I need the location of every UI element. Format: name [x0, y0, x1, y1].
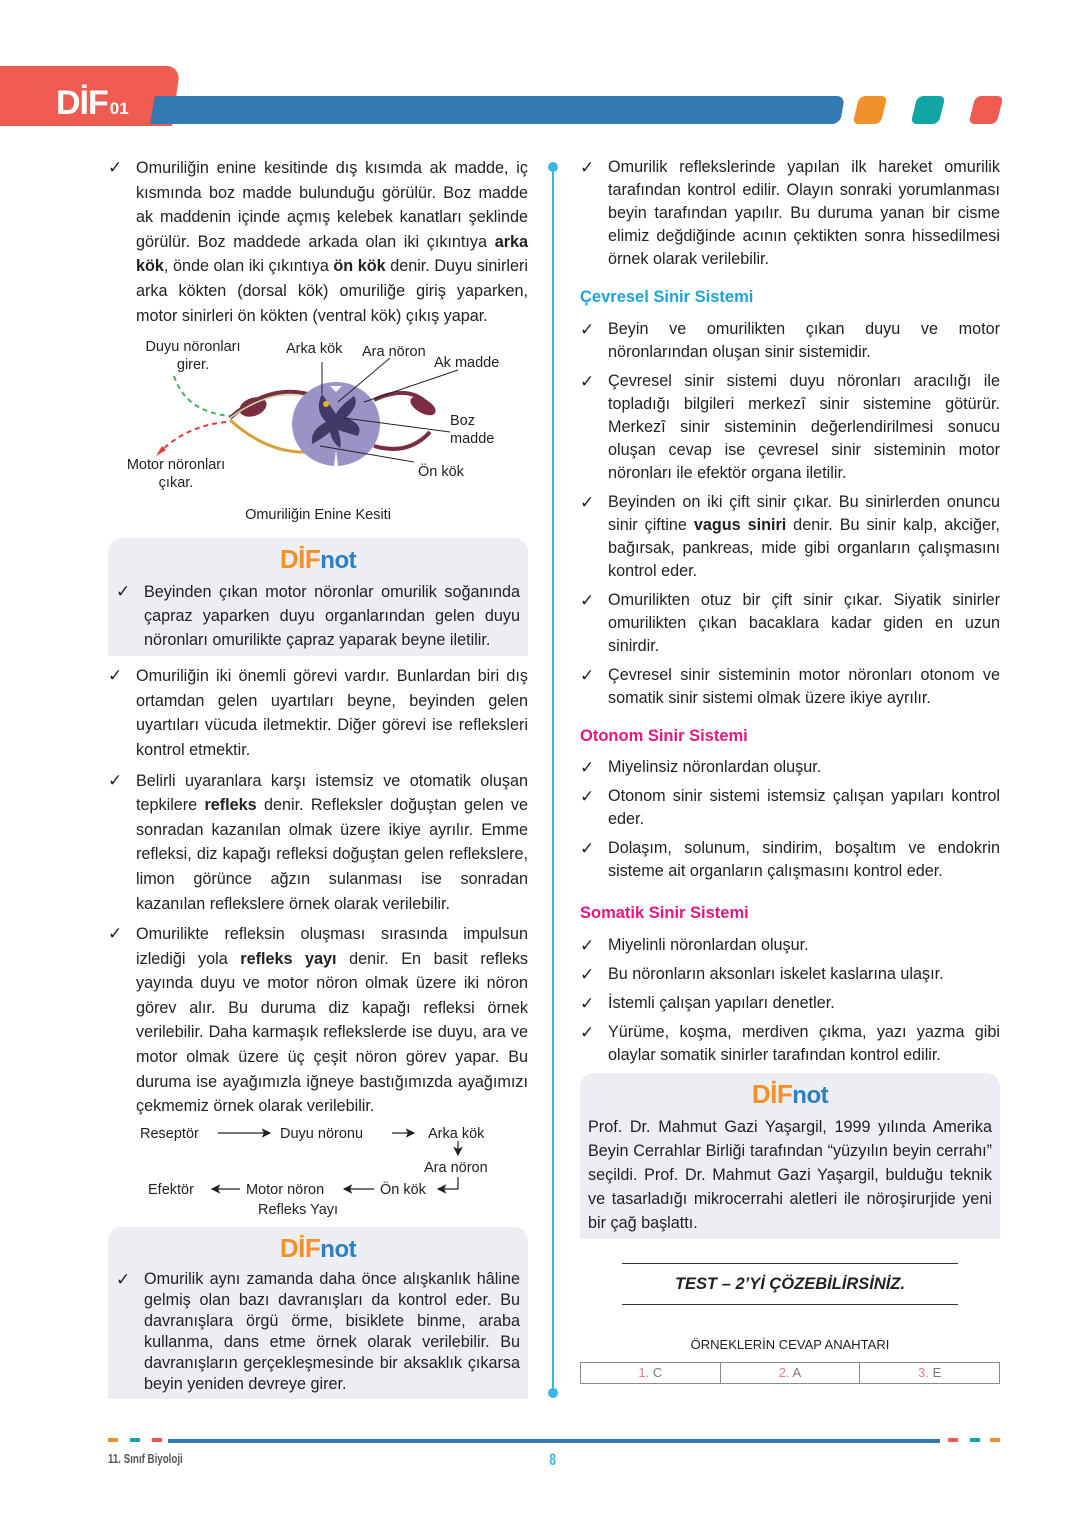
list-item: ✓ Yürüme, koşma, merdiven çıkma, yazı yazma gibi olaylar somatik sinirler tarafından kontrol edilir.: [580, 1022, 1000, 1064]
header-bar: [150, 96, 845, 124]
note-text: Prof. Dr. Mahmut Gazi Yaşargil, 1999 yılında Amerika Beyin Cerrahlar Birliği tarafından “yüzyılın beyin cerrahı” seçildi. Prof. Dr. Mahmut Gazi Yaşargil, bulduğu teknik ve tasarladığı mikrocerrahi aletleri ile nöroşirurjide yeni bir çağ başlattı.: [588, 1117, 992, 1232]
check-icon: ✓: [580, 1022, 595, 1042]
arc-motor-noron: Motor nöron: [246, 1181, 325, 1198]
check-icon: ✓: [580, 758, 595, 778]
section-title-otonom: Otonom Sinir Sistemi: [580, 726, 748, 745]
answer-key-table: [580, 1362, 1000, 1384]
list-item: ✓ Bu nöronların aksonları iskelet kaslarına ulaşır.: [580, 964, 944, 984]
list-item: ✓ Belirli uyaranlara karşı istemsiz ve otomatik oluşan tepkilere refleks denir. Refleksler doğuştan gelen ve sonradan kazanılan olmak üzere ikiye ayrılır. Emme refleksi, diz kapağı refleksi doğuştan gelen reflekslere, limon görünce ağzın sulanması ise sonradan kazanılan reflekslere örnek olarak verilebilir.: [108, 770, 528, 913]
list-item: ✓ Dolaşım, solunum, sindirim, boşaltım ve endokrin sisteme ait organların çalışmasını kontrol eder.: [580, 839, 1000, 881]
label-on-kok: Ön kök: [418, 464, 464, 481]
test-text: TEST – 2’Yİ ÇÖZEBİLİRSİNİZ.: [674, 1274, 906, 1293]
spinal-cord-figure: [108, 334, 528, 524]
check-icon: ✓: [108, 158, 123, 177]
check-icon: ✓: [580, 787, 595, 807]
figure-caption: Omuriliğin Enine Kesiti: [245, 507, 391, 524]
answer-key-title: ÖRNEKLERİN CEVAP ANAHTARI: [690, 1337, 890, 1353]
sensory-arrow: [174, 376, 230, 416]
page-number: 8: [549, 1450, 557, 1469]
list-item: ✓ Miyelinsiz nöronlardan oluşur.: [580, 758, 822, 778]
check-icon: ✓: [580, 964, 595, 984]
list-item: ✓ Omurilik reflekslerinde yapılan ilk hareket omurilik tarafından kontrol edilir. Olayın sonraki yorumlanması beyin tarafından yapılır. Bu duruma yanan bir cisme elimiz değdiğinde acının çektikten sonra hissedilmesi örnek olarak verilebilir.: [580, 158, 1000, 268]
check-icon: ✓: [580, 590, 595, 610]
answer-cell: 1. C: [581, 1363, 721, 1383]
footer-book-title: 11. Sınıf Biyoloji: [108, 1452, 183, 1466]
answer-cell: 3. E: [918, 1364, 942, 1380]
list-item: ✓ İstemli çalışan yapıları denetler.: [580, 993, 835, 1013]
dif-not-logo: DİFnot: [279, 544, 357, 575]
label-ak-madde: Ak madde: [434, 355, 500, 372]
list-item: ✓ Omuriliğin enine kesitinde dış kısımda ak madde, iç kısmında boz madde bulunduğu görülür. Boz madde ak maddenin içinde açmış kelebek kanatları şeklinde görülür. Boz maddede arkada olan iki çıkıntıya arka kök, önde olan iki çıkıntıya ön kök denir. Duyu sinirleri arka kökten (dorsal kök) omuriliğe giriş yaparken, motor sinirleri ön kökten (ventral kök) çıkış yapar.: [108, 158, 528, 325]
label-duyu: Duyu nöronları girer.: [145, 339, 241, 374]
check-icon: ✓: [580, 993, 595, 1013]
list-item: ✓ Omurilikte refleksin oluşması sırasında impulsun izlediği yola refleks yayı denir. En basit refleks yayında duyu ve motor nöron olmak üzere iki nöron görev alır. Bu duruma diz kapağı refleksi örnek verilebilir. Daha karmaşık reflekslerde ise duyu, ara ve motor olmak üzere üç çeşit nöron görev yapar. Bu duruma ise ayağımızla iğneye bastığımızda ayağımızı çekmemiz örnek olarak verilebilir.: [108, 924, 529, 1116]
check-icon: ✓: [108, 770, 123, 790]
divider-dot-top: [548, 162, 558, 172]
note-item: ✓ Omurilik aynı zamanda daha önce alışkanlık hâline gelmiş olan bazı davranışları da kontrol eder. Bu davranışlara örgü örme, bisiklete binme, araba kullanma, dans etme örnek olarak verilebilir. Bu davranışların gerçekleşmesinde bir aksaklık çıkarsa beyin yeniden devreye girer.: [116, 1269, 520, 1393]
arc-reseptor: Reseptör: [140, 1125, 199, 1142]
check-icon: ✓: [580, 319, 595, 339]
reflex-arc-diagram: [108, 1119, 528, 1219]
section-title-cevresel: Çevresel Sinir Sistemi: [580, 288, 754, 306]
dif-note-box: [108, 538, 528, 656]
check-icon: ✓: [116, 582, 131, 602]
check-icon: ✓: [116, 1269, 131, 1289]
list-item: ✓ Beyinden on iki çift sinir çıkar. Bu sinirlerden onuncu sinir çiftine vagus siniri denir. Bu sinir kalp, akciğer, bağırsak, pankreas, mide gibi organların çalışmasını kontrol eder.: [580, 492, 1000, 580]
header-pill-red: [969, 96, 1004, 124]
check-icon: ✓: [580, 371, 595, 391]
column-divider: [552, 166, 554, 1392]
list-item: ✓ Beyin ve omurilikten çıkan duyu ve motor nöronlarından oluşan sinir sistemidir.: [580, 319, 1000, 361]
arc-arka-kok: Arka kök: [428, 1125, 485, 1142]
right-column: [580, 156, 1000, 1384]
check-icon: ✓: [580, 492, 595, 512]
header-pill-orange: [853, 96, 888, 124]
dif-not-logo: DİFnot: [279, 1232, 357, 1263]
label-motor: Motor nöronları çıkar.: [126, 457, 226, 492]
motor-arrow: [160, 422, 226, 452]
list-item: ✓ Otonom sinir sistemi istemsiz çalışan yapıları kontrol eder.: [580, 787, 1000, 829]
label-arka-kok: Arka kök: [286, 341, 343, 358]
arc-on-kok: Ön kök: [380, 1181, 426, 1198]
check-icon: ✓: [580, 935, 595, 955]
answer-cell: 2. A: [721, 1363, 861, 1383]
footer-bar: [168, 1439, 940, 1443]
arc-duyu-noronu: Duyu nöronu: [280, 1125, 364, 1142]
left-column: [108, 156, 528, 1407]
check-icon: ✓: [580, 839, 595, 859]
dif-note-box: [580, 1073, 1000, 1239]
list-item: ✓ Çevresel sinir sistemi duyu nöronları aracılığı ile topladığı bilgileri merkezî sinir sistemine götürür. Merkezî sinir sisteminin değerlendirilmesi sonucu oluşan cevap ise çevresel sinir sisteminin motor nöronları ile efektör organa iletilir.: [580, 371, 1000, 482]
arc-efektor: Efektör: [148, 1181, 194, 1198]
list-item: ✓ Omurilikten otuz bir çift sinir çıkar. Siyatik sinirler omurilikten çıkan bacaklara kadar giden en uzun sinirdir.: [580, 590, 1000, 655]
label-ara-noron: Ara nöron: [362, 344, 426, 361]
arc-ara-noron: Ara nöron: [424, 1159, 488, 1176]
header-logo: DİF 01: [56, 84, 129, 122]
note-item: ✓ Beyinden çıkan motor nöronlar omurilik soğanında çapraz yaparken duyu organlarından gelen duyu nöronları omurilikte çapraz yaparak beyne iletilir.: [116, 582, 520, 650]
test-banner: [580, 1263, 1000, 1306]
dif-not-logo: DİFnot: [751, 1078, 829, 1109]
check-icon: ✓: [108, 666, 123, 686]
arc-caption: Refleks Yayı: [258, 1201, 339, 1218]
header-pill-teal: [911, 96, 946, 124]
check-icon: ✓: [580, 665, 595, 685]
list-item: ✓ Çevresel sinir sisteminin motor nöronları otonom ve somatik sinir sistemi olmak üzere ikiye ayrılır.: [580, 665, 1000, 707]
list-item: ✓ Miyelinli nöronlardan oluşur.: [580, 935, 809, 955]
divider-dot-bottom: [548, 1388, 558, 1398]
check-icon: ✓: [108, 924, 123, 944]
check-icon: ✓: [580, 158, 595, 177]
list-item: ✓ Omuriliğin iki önemli görevi vardır. Bunlardan biri dış ortamdan gelen uyartıları beyne, beyinden gelen uyartıları vücuda iletmektir. Diğer görevi ise refleksleri kontrol etmektir.: [108, 666, 528, 759]
label-boz-madde: Boz madde: [450, 413, 495, 448]
dif-note-box: [108, 1227, 528, 1399]
section-title-somatik: Somatik Sinir Sistemi: [580, 904, 749, 923]
